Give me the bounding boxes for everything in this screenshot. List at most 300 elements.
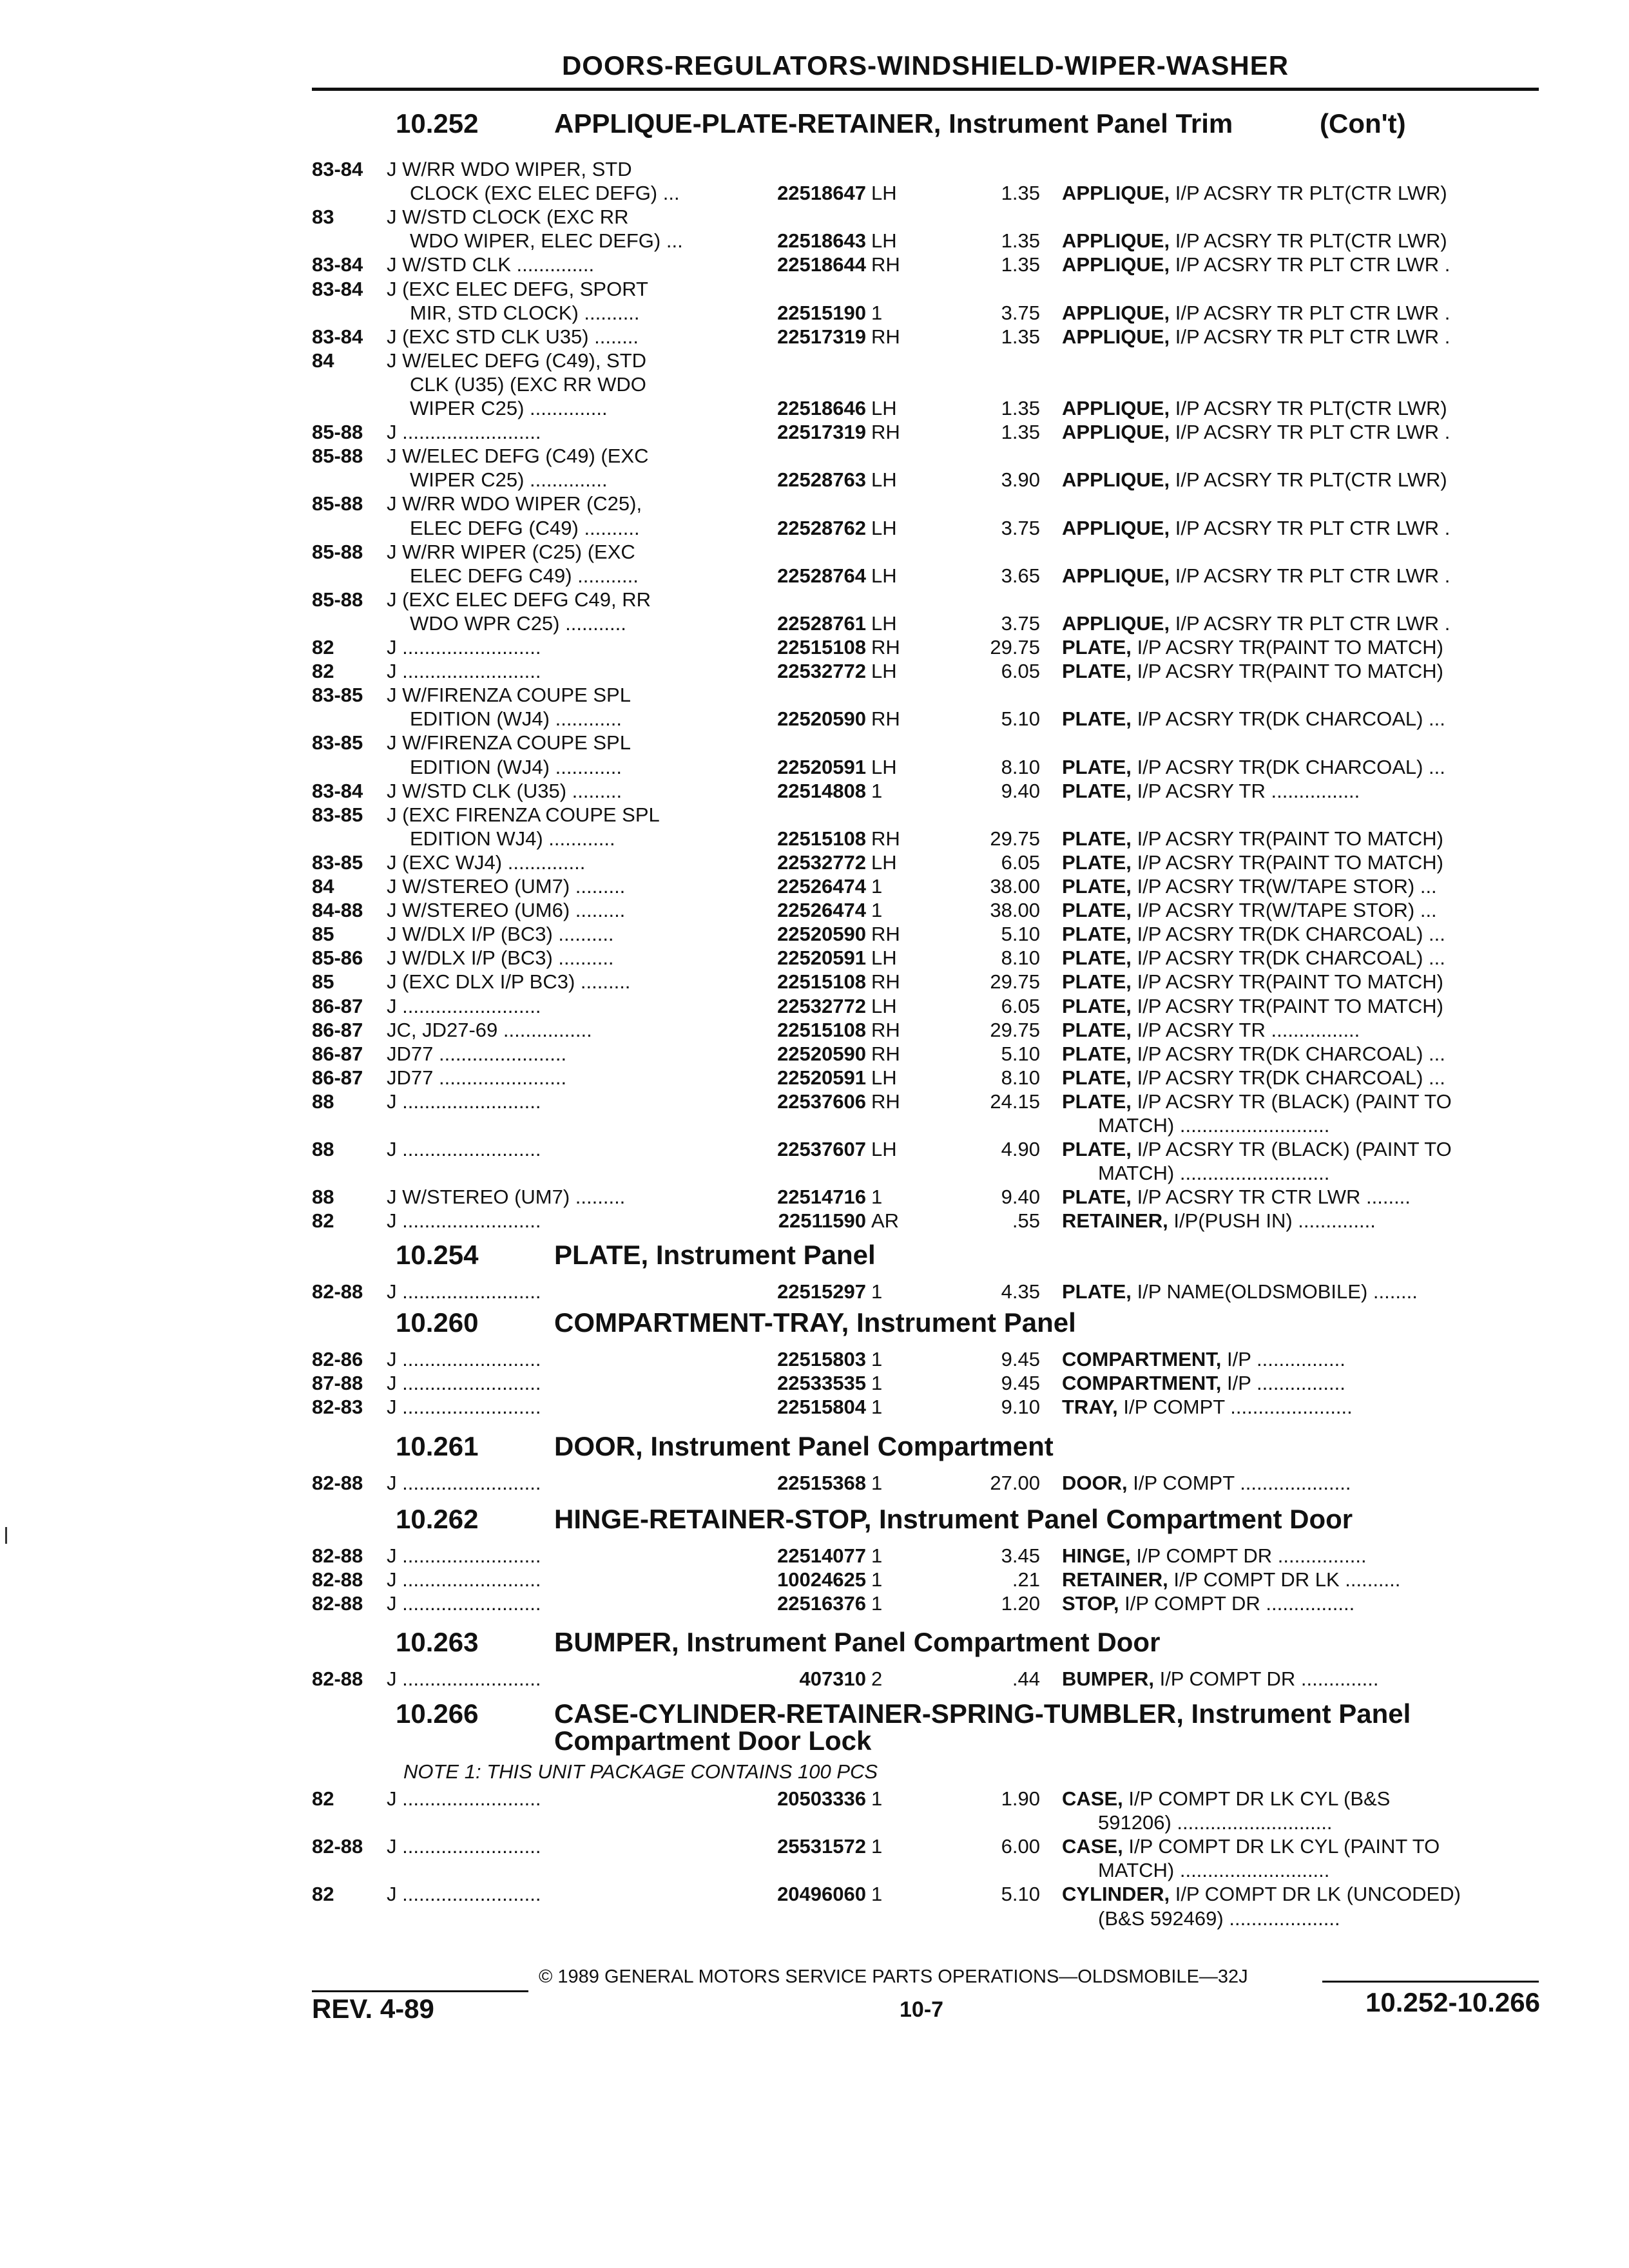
part-detail: I/P ACSRY TR PLT(CTR LWR) [1175, 229, 1447, 253]
part-number: 22517319 [777, 325, 866, 348]
quantity: 1 [871, 1883, 883, 1906]
part-number: 22515297 [777, 1280, 866, 1303]
margin-mark [5, 1527, 7, 1544]
price: 3.75 [1001, 301, 1040, 324]
part-number: 22520590 [777, 707, 866, 731]
quantity: LH [871, 397, 897, 419]
model-years: 82 [312, 660, 334, 683]
section-title [385, 1307, 1545, 1343]
part-number: 22515804 [777, 1396, 866, 1419]
model-years: 86-87 [312, 994, 363, 1017]
usage-description: CLOCK (EXC ELEC DEFG) ... [410, 182, 680, 205]
part-number: 22537607 [777, 1138, 866, 1161]
part-name-cell [1062, 635, 1526, 659]
part-detail: I/P COMPT DR ................ [1124, 1592, 1355, 1615]
usage-description: J W/FIRENZA COUPE SPL [387, 684, 631, 707]
usage-description: J W/RR WIPER (C25) (EXC [387, 540, 635, 563]
part-detail: I/P ACSRY TR (BLACK) (PAINT TO [1137, 1090, 1452, 1113]
footer-revision: REV. 4-89 [312, 1994, 434, 2024]
quantity: 1 [871, 1568, 883, 1591]
section-name-continued: Compartment Door Lock [554, 1725, 872, 1756]
part-number: 22514716 [777, 1186, 866, 1209]
usage-description: JD77 ....................... [387, 1066, 567, 1089]
part-number: 22514077 [777, 1544, 866, 1567]
price: 8.10 [1001, 755, 1040, 778]
model-years: 82-86 [312, 1348, 363, 1370]
usage-description: WDO WPR C25) ........... [410, 611, 626, 635]
usage-description: WDO WIPER, ELEC DEFG) ... [410, 229, 683, 253]
model-years: 82-88 [312, 1568, 363, 1591]
usage-description: J W/ELEC DEFG (C49) (EXC [387, 445, 649, 468]
part-name: PLATE, [1062, 875, 1132, 898]
part-name-cell [1062, 994, 1526, 1018]
part-name: APPLIQUE, [1062, 301, 1170, 324]
usage-description: J ......................... [387, 1592, 541, 1615]
part-detail: I/P ACSRY TR(PAINT TO MATCH) [1137, 636, 1444, 658]
usage-description: J ......................... [387, 660, 541, 683]
part-number: 22518646 [777, 397, 866, 419]
section-name: DOOR, Instrument Panel Compartment [554, 1431, 1054, 1461]
part-detail: I/P ACSRY TR PLT CTR LWR . [1175, 611, 1451, 635]
model-years: 85 [312, 970, 334, 994]
part-name: HINGE, [1062, 1544, 1131, 1567]
part-number: 10024625 [777, 1568, 866, 1591]
quantity: LH [871, 468, 897, 492]
model-years: 82-88 [312, 1835, 363, 1858]
model-years: 85-88 [312, 588, 363, 611]
price: 29.75 [990, 970, 1040, 994]
part-name: APPLIQUE, [1062, 468, 1170, 492]
usage-description: J W/RR WDO WIPER, STD [387, 158, 632, 180]
quantity: RH [871, 1018, 900, 1041]
price: 3.90 [1001, 468, 1040, 492]
part-name-cell [1062, 1568, 1526, 1591]
model-years: 82-88 [312, 1592, 363, 1615]
part-name-cell [1062, 516, 1526, 540]
part-name-cell [1062, 850, 1526, 874]
footer-divider-left [312, 1990, 528, 1992]
part-name: PLATE, [1062, 636, 1132, 658]
part-name-cell [1062, 1347, 1526, 1371]
usage-description: J (EXC WJ4) .............. [387, 850, 586, 874]
model-years: 82 [312, 1209, 334, 1233]
part-detail: I/P ACSRY TR(PAINT TO MATCH) [1137, 994, 1444, 1017]
quantity: 1 [871, 301, 883, 324]
model-years: 85-88 [312, 421, 363, 444]
usage-description: J W/STEREO (UM6) ......... [387, 899, 626, 922]
usage-description: J ......................... [387, 1209, 541, 1233]
section-number: 10.260 [396, 1307, 479, 1338]
part-detail: I/P ACSRY TR CTR LWR ........ [1137, 1186, 1411, 1209]
part-number: 22518643 [777, 229, 866, 253]
part-name: COMPARTMENT, [1062, 1348, 1222, 1370]
part-name: PLATE, [1062, 970, 1132, 994]
usage-description: J W/STD CLK (U35) ......... [387, 779, 622, 802]
model-years: 85-88 [312, 540, 363, 563]
part-name: STOP, [1062, 1592, 1119, 1615]
part-number: 22526474 [777, 899, 866, 922]
model-years: 85-88 [312, 492, 363, 515]
usage-description: J ......................... [387, 994, 541, 1017]
part-number: 22537606 [777, 1090, 866, 1113]
model-years: 82-88 [312, 1667, 363, 1690]
usage-description: EDITION WJ4) ............ [410, 827, 615, 850]
part-detail: I/P ................ [1227, 1348, 1345, 1370]
usage-description: J ......................... [387, 1787, 541, 1810]
section-title [385, 1627, 1545, 1663]
model-years: 82-83 [312, 1396, 363, 1419]
price: 29.75 [990, 1018, 1040, 1041]
part-name-cell [1062, 1018, 1526, 1042]
part-name-cell [1062, 1544, 1526, 1568]
section-name: CASE-CYLINDER-RETAINER-SPRING-TUMBLER, Instrument Panel [554, 1698, 1411, 1729]
model-years: 85 [312, 923, 334, 946]
part-name: APPLIQUE, [1062, 611, 1170, 635]
part-detail: I/P ACSRY TR PLT CTR LWR . [1175, 564, 1451, 587]
part-detail-continued: (B&S 592469) .................... [1098, 1907, 1340, 1930]
part-number: 22520591 [777, 947, 866, 970]
part-number: 22520591 [777, 755, 866, 778]
usage-description: ELEC DEFG C49) ........... [410, 564, 639, 587]
usage-description: J W/FIRENZA COUPE SPL [387, 731, 631, 754]
part-name: PLATE, [1062, 1066, 1132, 1089]
usage-description: EDITION (WJ4) ............ [410, 707, 622, 731]
section-name: BUMPER, Instrument Panel Compartment Door [554, 1627, 1161, 1657]
part-detail: I/P COMPT DR .............. [1159, 1667, 1379, 1690]
usage-description: J (EXC ELEC DEFG, SPORT [387, 277, 648, 300]
part-detail: I/P ACSRY TR PLT(CTR LWR) [1175, 468, 1447, 492]
quantity: LH [871, 611, 897, 635]
part-name: DOOR, [1062, 1472, 1128, 1494]
model-years: 86-87 [312, 1018, 363, 1041]
usage-description: J ......................... [387, 1667, 541, 1690]
quantity: 1 [871, 899, 883, 922]
part-detail: I/P ACSRY TR PLT CTR LWR . [1175, 301, 1451, 324]
footer-divider-right [1322, 1981, 1539, 1983]
section-number: 10.261 [396, 1431, 479, 1461]
usage-description: J ......................... [387, 1090, 541, 1113]
part-detail: I/P ACSRY TR(W/TAPE STOR) ... [1137, 875, 1437, 898]
part-number: 22515803 [777, 1348, 866, 1370]
part-number: 22515108 [777, 1018, 866, 1041]
model-years: 83-85 [312, 731, 363, 754]
part-name-cell [1062, 1667, 1526, 1691]
price: 6.05 [1001, 850, 1040, 874]
quantity: 1 [871, 875, 883, 898]
price: 38.00 [990, 875, 1040, 898]
usage-description: J (EXC STD CLK U35) ........ [387, 325, 639, 348]
part-name-cell [1062, 1395, 1526, 1419]
quantity: AR [871, 1209, 900, 1233]
section-name: PLATE, Instrument Panel [554, 1240, 876, 1270]
price: 24.15 [990, 1090, 1040, 1113]
section-number: 10.254 [396, 1240, 479, 1270]
part-name: APPLIQUE, [1062, 516, 1170, 539]
model-years: 88 [312, 1138, 334, 1161]
part-name: APPLIQUE, [1062, 397, 1170, 419]
usage-description: J W/STD CLOCK (EXC RR [387, 206, 629, 229]
model-years: 82-88 [312, 1472, 363, 1494]
usage-description: J ......................... [387, 1396, 541, 1419]
model-years: 82 [312, 1883, 334, 1906]
part-detail: I/P ACSRY TR PLT CTR LWR . [1175, 325, 1451, 348]
part-detail: I/P NAME(OLDSMOBILE) ........ [1137, 1280, 1418, 1303]
usage-description: WIPER C25) .............. [410, 468, 608, 492]
section-continued: (Con't) [1320, 108, 1406, 139]
part-name-cell [1062, 1185, 1526, 1209]
part-detail: I/P ACSRY TR (BLACK) (PAINT TO [1137, 1138, 1452, 1161]
part-name: APPLIQUE, [1062, 253, 1170, 276]
part-name-cell [1062, 181, 1526, 205]
price: 5.10 [1001, 1883, 1040, 1906]
quantity: 1 [871, 1396, 883, 1419]
usage-description: J W/STEREO (UM7) ......... [387, 1186, 626, 1209]
usage-description: J W/STEREO (UM7) ......... [387, 875, 626, 898]
price: 6.05 [1001, 660, 1040, 683]
quantity: LH [871, 660, 897, 683]
part-name-cell [1062, 659, 1526, 683]
footer-page-number: 10-7 [900, 1997, 944, 2022]
model-years: 83 [312, 206, 334, 229]
part-detail-continued: MATCH) ........................... [1098, 1114, 1330, 1137]
price: 3.75 [1001, 611, 1040, 635]
part-name-cell [1062, 229, 1526, 253]
model-years: 83-85 [312, 803, 363, 826]
price: 4.35 [1001, 1280, 1040, 1303]
part-detail: I/P COMPT DR LK CYL (PAINT TO [1128, 1835, 1440, 1858]
part-name-cell [1062, 301, 1526, 325]
part-number: 22533535 [777, 1372, 866, 1395]
part-number: 22515108 [777, 970, 866, 994]
section-name: APPLIQUE-PLATE-RETAINER, Instrument Panel Trim [554, 108, 1233, 139]
price: 29.75 [990, 636, 1040, 658]
part-detail: I/P ACSRY TR PLT(CTR LWR) [1175, 397, 1447, 419]
part-number: 25531572 [777, 1835, 866, 1858]
part-detail: I/P COMPT DR LK .......... [1173, 1568, 1401, 1591]
price: .44 [1012, 1667, 1040, 1690]
part-detail: I/P ACSRY TR(DK CHARCOAL) ... [1137, 923, 1445, 946]
usage-description: J ......................... [387, 1883, 541, 1906]
model-years: 82 [312, 1787, 334, 1810]
quantity: RH [871, 970, 900, 994]
price: .55 [1012, 1209, 1040, 1233]
price: 6.00 [1001, 1835, 1040, 1858]
part-name: PLATE, [1062, 947, 1132, 970]
model-years: 83-84 [312, 277, 363, 300]
part-number: 22515108 [777, 827, 866, 850]
part-number: 22528762 [777, 516, 866, 539]
model-years: 83-85 [312, 684, 363, 707]
section-number: 10.266 [396, 1698, 479, 1729]
model-years: 83-85 [312, 850, 363, 874]
price: 1.35 [1001, 325, 1040, 348]
price: 27.00 [990, 1472, 1040, 1494]
quantity: LH [871, 516, 897, 539]
usage-description: J ......................... [387, 1348, 541, 1370]
part-name: PLATE, [1062, 1090, 1132, 1113]
part-name-cell [1062, 1209, 1526, 1233]
usage-description: J ......................... [387, 636, 541, 658]
quantity: 1 [871, 1348, 883, 1370]
part-name: PLATE, [1062, 994, 1132, 1017]
quantity: LH [871, 850, 897, 874]
price: .21 [1012, 1568, 1040, 1591]
price: 38.00 [990, 899, 1040, 922]
part-name: CASE, [1062, 1835, 1123, 1858]
part-number: 22528763 [777, 468, 866, 492]
part-number: 407310 [799, 1667, 866, 1690]
footer-copyright: © 1989 GENERAL MOTORS SERVICE PARTS OPERATIONS—OLDSMOBILE—32J [539, 1966, 1248, 1987]
model-years: 84-88 [312, 899, 363, 922]
part-name-cell [1062, 922, 1526, 946]
price: 9.40 [1001, 779, 1040, 802]
usage-description: ELEC DEFG (C49) .......... [410, 516, 640, 539]
page-header: DOORS-REGULATORS-WINDSHIELD-WIPER-WASHER [561, 50, 1289, 81]
quantity: 2 [871, 1667, 883, 1690]
section-title [385, 1504, 1545, 1540]
quantity: RH [871, 827, 900, 850]
part-name-cell [1062, 755, 1526, 779]
model-years: 84 [312, 875, 334, 898]
part-name-cell [1062, 946, 1526, 970]
part-detail-continued: MATCH) ........................... [1098, 1859, 1330, 1882]
part-name: PLATE, [1062, 707, 1132, 731]
part-detail: I/P COMPT ...................... [1123, 1396, 1353, 1419]
part-detail: I/P COMPT .................... [1133, 1472, 1351, 1494]
model-years: 88 [312, 1090, 334, 1113]
part-name-cell [1062, 1137, 1526, 1161]
usage-description: J (EXC FIRENZA COUPE SPL [387, 803, 660, 826]
part-number: 22514808 [777, 779, 866, 802]
usage-description: J W/RR WDO WIPER (C25), [387, 492, 642, 515]
usage-description: J W/ELEC DEFG (C49), STD [387, 349, 647, 372]
section-name: COMPARTMENT-TRAY, Instrument Panel [554, 1307, 1076, 1338]
price: 1.20 [1001, 1592, 1040, 1615]
model-years: 87-88 [312, 1372, 363, 1395]
part-number: 22532772 [777, 850, 866, 874]
part-name: PLATE, [1062, 899, 1132, 922]
part-name: PLATE, [1062, 850, 1132, 874]
part-name: COMPARTMENT, [1062, 1372, 1222, 1395]
part-detail: I/P ACSRY TR(DK CHARCOAL) ... [1137, 707, 1445, 731]
part-name-cell [1062, 707, 1526, 731]
quantity: LH [871, 755, 897, 778]
model-years: 85-88 [312, 445, 363, 468]
usage-description: J ......................... [387, 1544, 541, 1567]
model-years: 83-84 [312, 253, 363, 276]
part-name: BUMPER, [1062, 1667, 1154, 1690]
part-name: CASE, [1062, 1787, 1123, 1810]
quantity: 1 [871, 1544, 883, 1567]
price: 9.10 [1001, 1396, 1040, 1419]
part-detail: I/P ACSRY TR(W/TAPE STOR) ... [1137, 899, 1437, 922]
price: 9.40 [1001, 1186, 1040, 1209]
part-detail: I/P COMPT DR LK CYL (B&S [1128, 1787, 1391, 1810]
part-number: 22515368 [777, 1472, 866, 1494]
part-name: APPLIQUE, [1062, 182, 1170, 205]
part-name-cell [1062, 1834, 1526, 1858]
usage-description: CLK (U35) (EXC RR WDO [410, 372, 646, 396]
part-name: PLATE, [1062, 1138, 1132, 1161]
price: 1.90 [1001, 1787, 1040, 1810]
section-number: 10.262 [396, 1504, 479, 1534]
part-detail-continued: MATCH) ........................... [1098, 1162, 1330, 1185]
section-note: NOTE 1: THIS UNIT PACKAGE CONTAINS 100 PCS [403, 1760, 878, 1783]
part-name-cell [1062, 1066, 1526, 1090]
usage-description: J ......................... [387, 421, 541, 444]
part-name-cell [1062, 1787, 1526, 1811]
usage-description: J ......................... [387, 1138, 541, 1161]
part-detail: I/P ACSRY TR(DK CHARCOAL) ... [1137, 1042, 1445, 1065]
part-number: 20496060 [777, 1883, 866, 1906]
usage-description: J W/DLX I/P (BC3) .......... [387, 947, 614, 970]
part-number: 22516376 [777, 1592, 866, 1615]
model-years: 83-84 [312, 779, 363, 802]
part-name-cell [1062, 325, 1526, 349]
part-detail: I/P ACSRY TR ................ [1137, 779, 1360, 802]
model-years: 86-87 [312, 1066, 363, 1089]
model-years: 82 [312, 636, 334, 658]
part-name: APPLIQUE, [1062, 229, 1170, 253]
part-detail: I/P ACSRY TR PLT(CTR LWR) [1175, 182, 1447, 205]
part-number: 22518647 [777, 182, 866, 205]
quantity: RH [871, 636, 900, 658]
part-detail: I/P ACSRY TR PLT CTR LWR . [1175, 253, 1451, 276]
price: 8.10 [1001, 1066, 1040, 1089]
part-name: PLATE, [1062, 660, 1132, 683]
part-name: PLATE, [1062, 755, 1132, 778]
quantity: RH [871, 1042, 900, 1065]
part-name: PLATE, [1062, 1042, 1132, 1065]
part-name-cell [1062, 396, 1526, 420]
quantity: RH [871, 253, 900, 276]
part-name-cell [1062, 1280, 1526, 1303]
section-title [385, 1431, 1545, 1467]
model-years: 85-86 [312, 947, 363, 970]
price: 9.45 [1001, 1372, 1040, 1395]
quantity: 1 [871, 1787, 883, 1810]
price: 8.10 [1001, 947, 1040, 970]
quantity: 1 [871, 1372, 883, 1395]
part-detail: I/P ................ [1227, 1372, 1345, 1395]
usage-description: JC, JD27-69 ................ [387, 1018, 592, 1041]
part-name: APPLIQUE, [1062, 421, 1170, 444]
part-name-cell [1062, 898, 1526, 922]
usage-description: EDITION (WJ4) ............ [410, 755, 622, 778]
quantity: 1 [871, 1835, 883, 1858]
part-number: 20503336 [777, 1787, 866, 1810]
quantity: 1 [871, 1472, 883, 1494]
part-detail: I/P ACSRY TR(PAINT TO MATCH) [1137, 827, 1444, 850]
part-name-cell [1062, 468, 1526, 492]
usage-description: WIPER C25) .............. [410, 397, 608, 419]
part-detail: I/P ACSRY TR(PAINT TO MATCH) [1137, 660, 1444, 683]
quantity: LH [871, 564, 897, 587]
section-name: HINGE-RETAINER-STOP, Instrument Panel Compartment Door [554, 1504, 1353, 1534]
part-name-cell [1062, 1471, 1526, 1495]
part-name: PLATE, [1062, 1280, 1132, 1303]
section-number: 10.263 [396, 1627, 479, 1657]
part-name-cell [1062, 1090, 1526, 1113]
usage-description: J ......................... [387, 1835, 541, 1858]
part-detail: I/P ACSRY TR(DK CHARCOAL) ... [1137, 1066, 1445, 1089]
part-name-cell [1062, 611, 1526, 635]
part-name-cell [1062, 420, 1526, 444]
usage-description: J ......................... [387, 1472, 541, 1494]
part-name: TRAY, [1062, 1396, 1118, 1419]
part-detail: I/P ACSRY TR PLT CTR LWR . [1175, 421, 1451, 444]
price: 5.10 [1001, 1042, 1040, 1065]
